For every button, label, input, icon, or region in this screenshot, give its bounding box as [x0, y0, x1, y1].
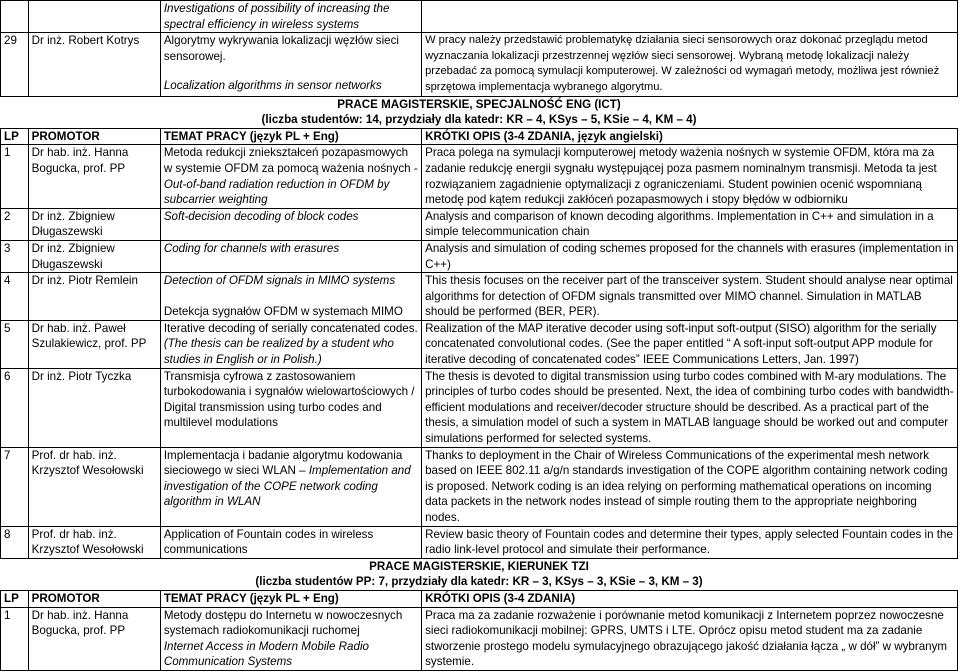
col-header-promotor: PROMOTOR: [28, 590, 160, 607]
topic-title-en: Detection of OFDM signals in MIMO systems: [163, 274, 396, 288]
section-subtitle: (liczba studentów: 14, przydziały dla katedr: KR – 4, KSys – 5, KSie – 4, KM – 4): [261, 113, 697, 127]
table-row: [1, 145, 958, 208]
lp-cell: 29: [1, 33, 29, 96]
col-header-lp: LP: [1, 590, 29, 607]
topic-cell: Soft-decision decoding of block codes: [160, 208, 421, 240]
lp-cell: 2: [1, 208, 29, 240]
table-row: [1, 273, 958, 321]
desc-cell: Review basic theory of Fountain codes and determine their types, apply selected Fountain codes in the radio link-level protocol and simulate their performance.: [422, 526, 958, 558]
desc-cell: Analysis and simulation of coding schemes proposed for the channels with erasures (implementation in C++): [422, 240, 958, 272]
desc-cell: Praca polega na symulacji komputerowej metody ważenia nośnych w systemie OFDM, która ma za zadanie redukcję energii sygnału występującej poza pasmem nominalnym transmisji. Metoda ta jest rozwiązaniem zagadnienie optymalizacji z ograniczeniami. Student powinien ocenić wspomnianą metodę pod kątem redukcji zakłóceń pozapasmowych i stopy błędów w odbiorniku: [422, 145, 958, 208]
lp-cell: [1, 1, 29, 33]
table-row: [1, 1, 958, 33]
topic-cell: [160, 1, 421, 33]
topic-cell: [160, 447, 421, 526]
promotor-cell: Dr inż. Piotr Remlein: [28, 273, 160, 321]
desc-cell: [422, 1, 958, 33]
topic-title-en: Internet Access in Modern Mobile Radio Communication Systems: [163, 639, 369, 669]
promotor-cell: Dr inż. Zbigniew Długaszewski: [28, 208, 160, 240]
promotor-cell: Dr hab. inż. Paweł Szulakiewicz, prof. PP: [28, 320, 160, 368]
col-header-topic: TEMAT PRACY (język PL + Eng): [160, 590, 421, 607]
col-header-desc: KRÓTKI OPIS (3-4 ZDANIA, język angielski): [422, 128, 958, 145]
lp-cell: 3: [1, 240, 29, 272]
promotor-cell: Dr inż. Robert Kotrys: [28, 33, 160, 96]
lp-cell: 8: [1, 526, 29, 558]
table-row: [1, 33, 958, 96]
lp-cell: 7: [1, 447, 29, 526]
topic-title-en: (The thesis can be realized by a student who studies in English or in Polish.): [163, 337, 394, 367]
promotor-cell: Dr hab. inż. Hanna Bogucka, prof. PP: [28, 607, 160, 670]
promotor-cell: [28, 1, 160, 33]
topic-cell: [160, 33, 421, 96]
table-row: [1, 208, 958, 240]
col-header-promotor: PROMOTOR: [28, 128, 160, 145]
promotor-cell: Dr hab. inż. Hanna Bogucka, prof. PP: [28, 145, 160, 208]
table-row: [1, 526, 958, 558]
promotor-cell: Dr inż. Zbigniew Długaszewski: [28, 240, 160, 272]
topic-cell: Transmisja cyfrowa z zastosowaniem turbokodowania i sygnałów wielowartościowych / Digital transmission using turbo codes and multilevel modulations: [160, 368, 421, 447]
topic-title-en: Investigations of possibility of increasing the spectral efficiency in wireless systems: [163, 2, 390, 31]
topic-cell: [160, 273, 421, 321]
promotor-cell: Prof. dr hab. inż. Krzysztof Wesołowski: [28, 447, 160, 526]
desc-cell: Praca ma za zadanie rozważenie i porównanie metod komunikacji z Internetem poprzez nowoczesne sieci radiokomunikacji mobilnej: GPRS, UMTS i LTE. Oprócz opisu metod student ma za zadanie stworzenie prostego modelu symulacyjnego obrazującego jakość działania łącza „ w dół” w wybranym systemie.: [422, 607, 958, 670]
col-header-lp: LP: [1, 128, 29, 145]
topic-cell: Application of Fountain codes in wireless communications: [160, 526, 421, 558]
table-row: [1, 447, 958, 526]
desc-cell: Thanks to deployment in the Chair of Wireless Communications of the experimental mesh network based on IEEE 802.11 a/g/n standards investigation of the COPE algorithm containing network coding is proposed. Network coding is an idea relying on performing mathematical operations on incoming data packets in the network nodes instead of simple routing them to the appropriate neighboring nodes.: [422, 447, 958, 526]
desc-cell: Realization of the MAP iterative decoder using soft-input soft-output (SISO) algorithm for the serially concatenated convolutional codes. (See the paper entitled “ A soft-input soft-output APP module for iterative decoding of concatenated codes” IEEE Communications Letters, Jan. 1997): [422, 320, 958, 368]
lp-cell: 1: [1, 607, 29, 670]
promotor-cell: Prof. dr hab. inż. Krzysztof Wesołowski: [28, 526, 160, 558]
topic-title-en: Out-of-band radiation reduction in OFDM by subcarrier weighting: [163, 177, 390, 207]
desc-cell: Analysis and comparison of known decoding algorithms. Implementation in C++ and simulation in a simple telecommunication chain: [422, 208, 958, 240]
lp-cell: 4: [1, 273, 29, 321]
desc-cell: W pracy należy przedstawić problematykę działania sieci sensorowych oraz dokonać przeglądu metod wyznaczania lokalizacji przestrzennej węzłów sieci sensorowej. Wybraną metodę lokalizacji należy przebadać za pomocą symulacji komputerowej. W zależności od wymagań metody, możliwa jest również sprzętowa implementacja wybranego algorytmu.: [422, 33, 958, 96]
topic-title-pl: Metody dostępu do Internetu w nowoczesnych systemach radiokomunikacji ruchomej: [163, 608, 403, 638]
topic-title-pl: Implementacja i badanie algorytmu kodowania sieciowego w sieci WLAN –: [163, 448, 403, 478]
col-header-desc: KRÓTKI OPIS (3-4 ZDANIA): [422, 590, 958, 607]
desc-cell: This thesis focuses on the receiver part of the transceiver system. Student should analyse near optimal algorithms for detection of OFDM signals transmitted over MIMO channel. Simulation in MATLAB should be performed (BER, PER).: [422, 273, 958, 321]
topic-cell: [160, 145, 421, 208]
topic-title-pl: Metoda redukcji zniekształceń pozapasmowych w systemie OFDM za pomocą ważenia nośnych -: [163, 146, 418, 175]
column-header-row: [1, 590, 958, 607]
section-title: PRACE MAGISTERSKIE, KIERUNEK TZI: [369, 559, 589, 573]
section-subtitle: (liczba studentów PP: 7, przydziały dla katedr: KR – 3, KSys – 3, KSie – 3, KM – 3): [255, 575, 703, 589]
column-header-row: [1, 128, 958, 145]
section-header: [1, 558, 958, 590]
topic-cell: Coding for channels with erasures: [160, 240, 421, 272]
lp-cell: 5: [1, 320, 29, 368]
topic-title-pl: Detekcja sygnałów OFDM w systemach MIMO: [163, 304, 403, 318]
promotor-cell: Dr inż. Piotr Tyczka: [28, 368, 160, 447]
lp-cell: 1: [1, 145, 29, 208]
topic-title-en: Implementation and investigation of the COPE network coding algorithm in WLAN: [163, 464, 411, 509]
topic-cell: [160, 320, 421, 368]
table-row: [1, 607, 958, 670]
table-row: [1, 240, 958, 272]
desc-cell: The thesis is devoted to digital transmission using turbo codes combined with M-ary modulations. The principles of turbo codes should be presented. Next, the idea of combining turbo codes with bandwidth-efficient modulations and receiver/decoder structure should be described. As a practical part of the thesis, a simulation model of such a system in MATLAB language should be worked out and computer simulations performed for selected systems.: [422, 368, 958, 447]
topic-title-pl: Iterative decoding of serially concatenated codes.: [163, 321, 418, 335]
table-row: [1, 320, 958, 368]
section-title: PRACE MAGISTERSKIE, SPECJALNOŚĆ ENG (ICT): [337, 97, 621, 111]
table-row: [1, 368, 958, 447]
lp-cell: 6: [1, 368, 29, 447]
section-header: [1, 96, 958, 128]
topic-cell: [160, 607, 421, 670]
col-header-topic: TEMAT PRACY (język PL + Eng): [160, 128, 421, 145]
topic-title-en: Localization algorithms in sensor networks: [163, 79, 382, 93]
topic-title-pl: Algorytmy wykrywania lokalizacji węzłów sieci sensorowej.: [163, 34, 399, 63]
